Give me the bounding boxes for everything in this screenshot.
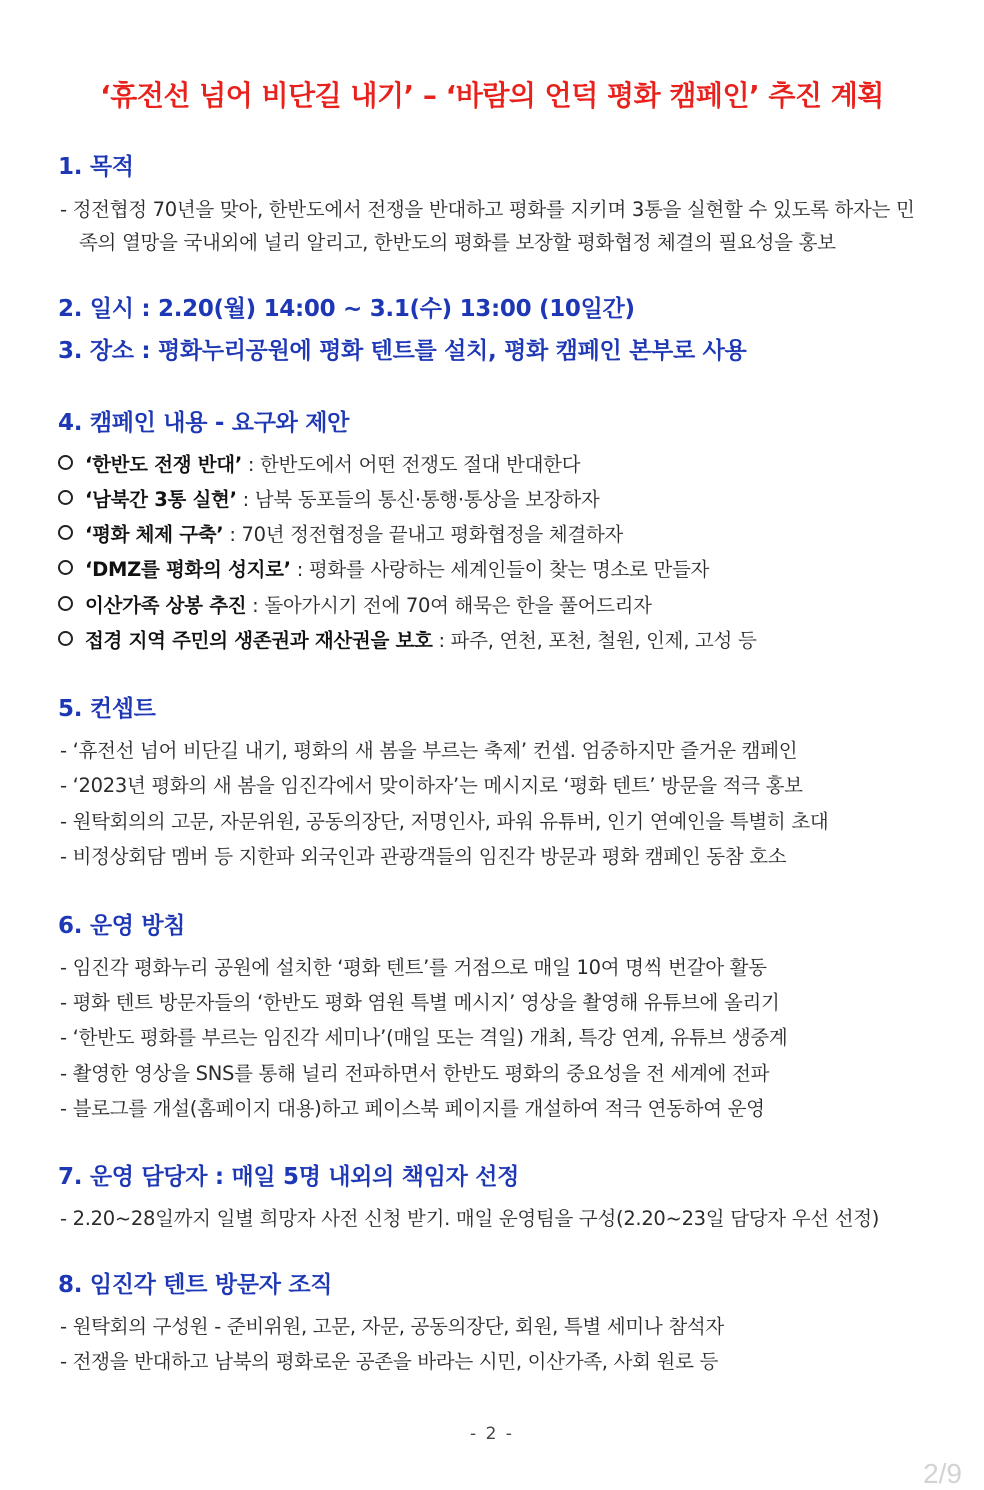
section-1-heading: 1. 목적 [58,154,134,180]
section-6-line: - 블로그를 개설(홈페이지 대용)하고 페이스북 페이지를 개설하여 적극 연동하여 운영 [60,1097,765,1120]
list-item: ‘평화 체제 구축’ : 70년 정전협정을 끝내고 평화협정을 체결하자 [58,519,623,547]
section-6-line: - 평화 텐트 방문자들의 ‘한반도 평화 염원 특별 메시지’ 영상을 촬영해 유튜브에 올리기 [60,991,780,1014]
circle-bullet-icon [58,455,73,470]
list-item: 접경 지역 주민의 생존권과 재산권을 보호 : 파주, 연천, 포천, 철원, 인제, 고성 등 [58,625,757,653]
section-6-heading: 6. 운영 방침 [58,913,186,939]
circle-bullet-icon [58,560,73,575]
page-footer: - 2 - [470,1424,514,1444]
circle-bullet-icon [58,490,73,505]
section-3-heading: 3. 장소 : 평화누리공원에 평화 텐트를 설치, 평화 캠페인 본부로 사용 [58,338,747,364]
section-8-heading: 8. 임진각 텐트 방문자 조직 [58,1272,333,1298]
list-item: 이산가족 상봉 추진 : 돌아가시기 전에 70여 해묵은 한을 풀어드리자 [58,590,652,618]
section-8-line: - 전쟁을 반대하고 남북의 평화로운 공존을 바라는 시민, 이산가족, 사회 원로 등 [60,1350,719,1373]
section-1-line: - 정전협정 70년을 맞아, 한반도에서 전쟁을 반대하고 평화를 지키며 3통을 실현할 수 있도록 하자는 민 [60,198,915,221]
section-7-line: - 2.20~28일까지 일별 희망자 사전 신청 받기. 매일 운영팀을 구성(2.20~23일 담당자 우선 선정) [60,1207,880,1230]
document-title: ‘휴전선 넘어 비단길 내기’ – ‘바람의 언덕 평화 캠페인’ 추진 계획 [100,79,884,112]
section-6-line: - 촬영한 영상을 SNS를 통해 널리 전파하면서 한반도 평화의 중요성을 전 세계에 전파 [60,1062,770,1085]
section-2-heading: 2. 일시 : 2.20(월) 14:00 ~ 3.1(수) 13:00 (10일간) [58,296,635,322]
section-5-heading: 5. 컨셉트 [58,696,156,722]
section-4-heading: 4. 캠페인 내용 - 요구와 제안 [58,410,350,436]
page-indicator: 2/9 [923,1458,962,1489]
circle-bullet-icon [58,525,73,540]
list-item: ‘DMZ를 평화의 성지로’ : 평화를 사랑하는 세계인들이 찾는 명소로 만들자 [58,554,709,582]
section-7-heading: 7. 운영 담당자 : 매일 5명 내외의 책임자 선정 [58,1164,520,1190]
section-6-line: - ‘한반도 평화를 부르는 임진각 세미나’(매일 또는 격일) 개최, 특강 연계, 유튜브 생중계 [60,1026,788,1049]
circle-bullet-icon [58,631,73,646]
section-5-line: - 비정상회담 멤버 등 지한파 외국인과 관광객들의 임진각 방문과 평화 캠페인 동참 호소 [60,845,787,868]
section-5-line: - 원탁회의의 고문, 자문위원, 공동의장단, 저명인사, 파워 유튜버, 인기 연예인을 특별히 초대 [60,810,829,833]
section-1-line: 족의 열망을 국내외에 널리 알리고, 한반도의 평화를 보장할 평화협정 체결의 필요성을 홍보 [79,231,836,254]
section-5-line: - ‘휴전선 넘어 비단길 내기, 평화의 새 봄을 부르는 축제’ 컨셉. 엄중하지만 즐거운 캠페인 [60,739,798,762]
section-8-line: - 원탁회의 구성원 - 준비위원, 고문, 자문, 공동의장단, 회원, 특별 세미나 참석자 [60,1315,724,1338]
circle-bullet-icon [58,596,73,611]
section-5-line: - ‘2023년 평화의 새 봄을 임진각에서 맞이하자’는 메시지로 ‘평화 텐트’ 방문을 적극 홍보 [60,774,803,797]
list-item: ‘한반도 전쟁 반대’ : 한반도에서 어떤 전쟁도 절대 반대한다 [58,449,580,477]
section-6-line: - 임진각 평화누리 공원에 설치한 ‘평화 텐트’를 거점으로 매일 10여 명씩 번갈아 활동 [60,956,767,979]
list-item: ‘남북간 3통 실현’ : 남북 동포들의 통신·통행·통상을 보장하자 [58,484,599,512]
